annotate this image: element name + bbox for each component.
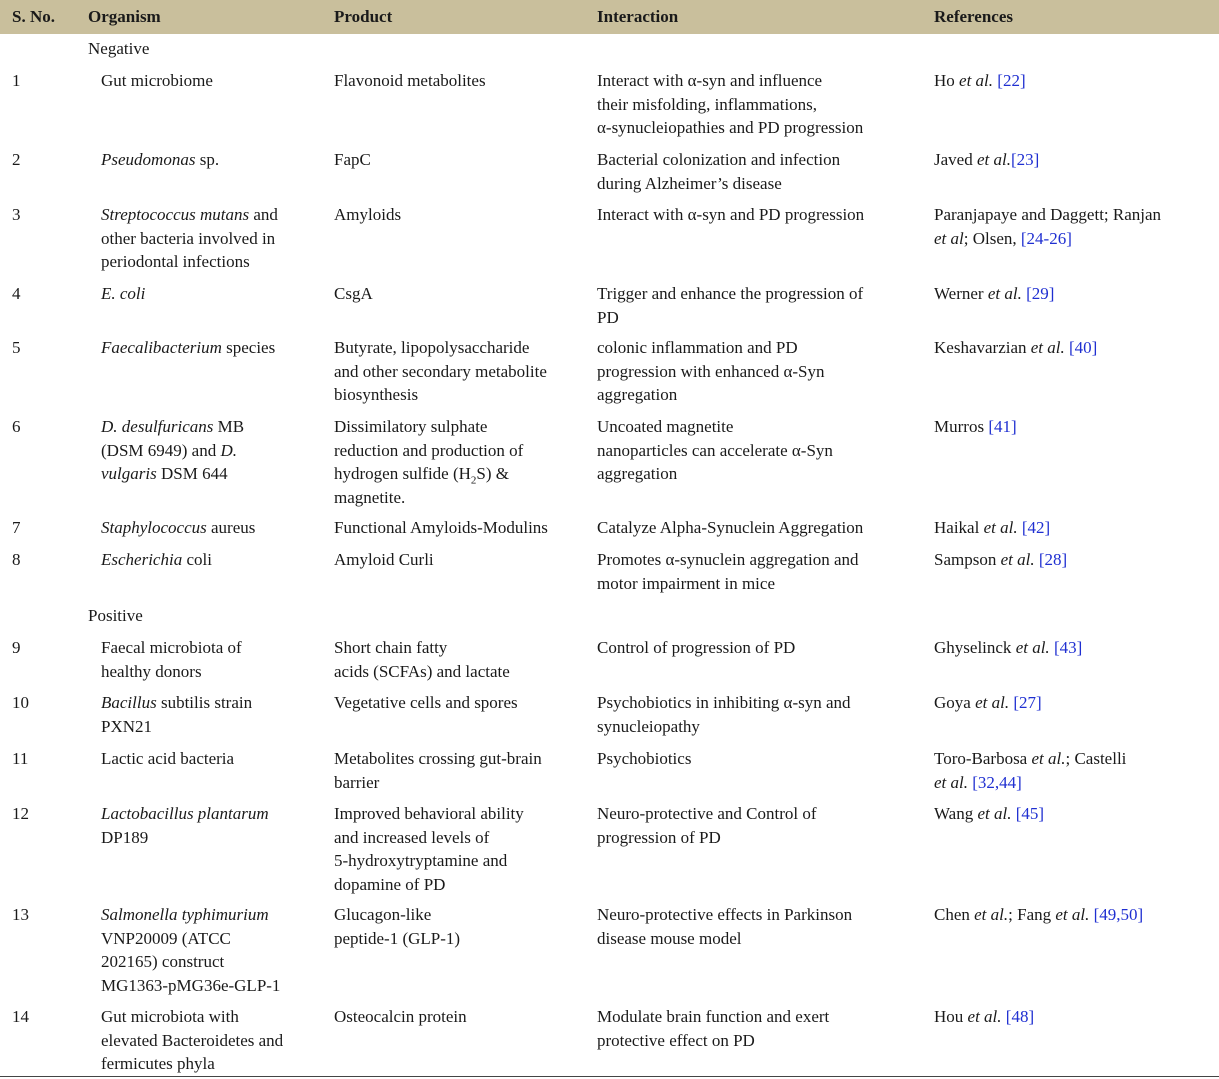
cell-line: Gut microbiome: [101, 71, 213, 90]
cell-line: motor impairment in mice: [597, 573, 775, 593]
cell-line: Metabolites crossing gut-brain: [334, 749, 542, 768]
cell-line: Functional Amyloids-Modulins: [334, 518, 548, 537]
citation-link[interactable]: [49,50]: [1093, 905, 1144, 924]
cell-interaction: [597, 802, 817, 849]
cell-refs: [934, 336, 1097, 360]
cell-line: and other secondary metabolite: [334, 361, 547, 381]
cell-line: (DSM 6949) and D.: [101, 440, 237, 460]
cell-organism: [101, 516, 255, 540]
citation-link[interactable]: [40]: [1069, 338, 1098, 357]
cell-line: elevated Bacteroidetes and: [101, 1030, 284, 1050]
cell-line: Lactic acid bacteria: [101, 749, 235, 768]
cell-line: CsgA: [334, 284, 373, 303]
cell-line: et al; Olsen, [24-26]: [934, 228, 1072, 248]
citation-link[interactable]: [23]: [1010, 150, 1040, 169]
cell-line: during Alzheimer’s disease: [597, 173, 782, 193]
cell-line: et al. [32,44]: [934, 772, 1022, 792]
cell-line: Glucagon-like: [334, 905, 432, 924]
cell-line: 5-hydroxytryptamine and: [334, 851, 508, 870]
row-number: 13: [12, 905, 29, 924]
row-number: 9: [12, 638, 21, 657]
cell-product: [334, 203, 401, 227]
cell-line: α-synucleiopathies and PD progression: [597, 118, 864, 137]
cell-line: Trigger and enhance the progression of: [597, 284, 864, 303]
cell-line: acids (SCFAs) and lactate: [334, 661, 510, 681]
cell-line: Paranjapaye and Daggett; Ranjan: [934, 205, 1162, 224]
header-references: References: [934, 7, 1013, 26]
cell-line: hydrogen sulfide $(H_2S)$ &: [334, 464, 510, 487]
cell-product: [334, 69, 486, 93]
cell-product: [334, 903, 460, 950]
cell-line: barrier: [334, 772, 380, 792]
cell-line: Faecalibacterium species: [101, 338, 276, 357]
cell-line: biosynthesis: [334, 385, 419, 404]
citation-link[interactable]: [27]: [1013, 693, 1042, 712]
cell-product: [334, 516, 548, 540]
cell-refs: [934, 691, 1042, 715]
cell-refs: [934, 903, 1143, 927]
cell-organism: [101, 548, 212, 572]
cell-line: DP189: [101, 827, 149, 847]
cell-refs: [934, 415, 1017, 439]
cell-line: 202165) construct: [101, 952, 225, 971]
cell-interaction: [597, 203, 864, 227]
cell-line: Interact with α-syn and PD progression: [597, 205, 865, 224]
cell-line: disease mouse model: [597, 928, 742, 948]
cell-line: and increased levels of: [334, 827, 490, 847]
cell-product: [334, 691, 518, 715]
cell-refs: [934, 516, 1050, 540]
cell-line: Bacterial colonization and infection: [597, 150, 841, 169]
cell-product: [334, 148, 371, 172]
cell-interaction: [597, 415, 833, 486]
cell-line: VNP20009 (ATCC: [101, 928, 231, 948]
citation-link[interactable]: [28]: [1038, 550, 1068, 569]
cell-product: [334, 802, 524, 896]
cell-interaction: [597, 148, 840, 195]
cell-line: Pseudomonas sp.: [101, 150, 220, 169]
row-number: 8: [12, 550, 21, 569]
cell-line: Dissimilatory sulphate: [334, 417, 488, 436]
cell-line: healthy donors: [101, 661, 202, 681]
cell-line: Toro-Barbosa et al.; Castelli: [934, 749, 1127, 768]
cell-refs: [934, 203, 1161, 250]
row-number: 3: [12, 205, 21, 224]
citation-link[interactable]: [43]: [1053, 638, 1083, 657]
cell-organism: [101, 691, 252, 738]
cell-line: Gut microbiota with: [101, 1007, 239, 1026]
cell-refs: [934, 69, 1026, 93]
cell-line: Psychobiotics in inhibiting α-syn and: [597, 693, 851, 712]
cell-line: D. desulfuricans MB: [101, 417, 245, 436]
cell-line: Neuro-protective and Control of: [597, 804, 817, 823]
cell-organism: [101, 415, 244, 486]
cell-line: Control of progression of PD: [597, 638, 796, 657]
citation-link[interactable]: [22]: [997, 71, 1026, 90]
cell-line: Staphylococcus aureus: [101, 518, 256, 537]
cell-line: Ho et al. [22]: [934, 71, 1026, 90]
cell-line: their misfolding, inflammations,: [597, 94, 818, 114]
cell-interaction: [597, 747, 691, 771]
cell-interaction: [597, 69, 863, 140]
cell-line: magnetite.: [334, 487, 406, 507]
cell-line: fermicutes phyla: [101, 1054, 215, 1073]
section-negative: Negative: [88, 39, 150, 58]
cell-line: PXN21: [101, 716, 153, 736]
cell-line: nanoparticles can accelerate α-Syn: [597, 440, 833, 460]
cell-interaction: [597, 516, 863, 540]
citation-link[interactable]: [32,44]: [972, 772, 1022, 792]
cell-line: Bacillus subtilis strain: [101, 693, 253, 712]
cell-line: Uncoated magnetite: [597, 417, 734, 436]
cell-interaction: [597, 336, 825, 407]
cell-organism: [101, 69, 213, 93]
cell-organism: [101, 203, 278, 274]
table-header: [0, 0, 1219, 34]
cell-line: Faecal microbiota of: [101, 638, 242, 657]
cell-refs: [934, 282, 1054, 306]
cell-refs: [934, 636, 1082, 660]
cell-line: Ghyselinck et al. [43]: [934, 638, 1083, 657]
cell-line: Neuro-protective effects in Parkinson: [597, 905, 853, 924]
cell-line: Keshavarzian et al. [40]: [934, 338, 1098, 357]
row-number: 6: [12, 417, 21, 436]
cell-line: Haikal et al. [42]: [934, 518, 1051, 537]
cell-organism: [101, 282, 145, 306]
row-number: 14: [12, 1007, 29, 1026]
cell-interaction: [597, 691, 851, 738]
section-positive: Positive: [88, 606, 143, 625]
citation-link[interactable]: [48]: [1005, 1007, 1035, 1026]
cell-line: MG1363-pMG36e-GLP-1: [101, 975, 281, 995]
cell-line: Catalyze Alpha-Synuclein Aggregation: [597, 518, 864, 537]
cell-line: FapC: [334, 150, 371, 169]
cell-line: progression with enhanced α-Syn: [597, 361, 825, 381]
cell-refs: [934, 747, 1126, 794]
cell-line: Amyloids: [334, 205, 402, 224]
cell-interaction: [597, 548, 858, 595]
cell-organism: [101, 336, 275, 360]
cell-line: Butyrate, lipopolysaccharide: [334, 338, 530, 357]
header-product: Product: [334, 7, 393, 26]
row-number: 11: [12, 749, 29, 768]
cell-line: vulgaris DSM 644: [101, 464, 228, 483]
cell-line: Escherichia coli: [101, 550, 212, 569]
cell-interaction: [597, 903, 852, 950]
cell-refs: [934, 548, 1067, 572]
cell-line: Sampson et al. [28]: [934, 550, 1068, 569]
cell-product: [334, 415, 523, 509]
cell-product: [334, 282, 373, 306]
cell-line: dopamine of PD: [334, 874, 446, 894]
cell-product: [334, 747, 542, 794]
cell-line: Chen et al.; Fang et al. [49,50]: [934, 905, 1144, 924]
cell-line: Flavonoid metabolites: [334, 71, 486, 90]
cell-line: aggregation: [597, 464, 678, 483]
cell-product: [334, 636, 510, 683]
cell-product: [334, 548, 434, 572]
cell-refs: [934, 148, 1039, 172]
cell-line: Salmonella typhimurium: [101, 905, 269, 924]
row-number: 2: [12, 150, 21, 169]
cell-line: E. coli: [101, 284, 146, 303]
cell-interaction: [597, 282, 863, 329]
citation-link[interactable]: [42]: [1021, 518, 1051, 537]
cell-line: Amyloid Curli: [334, 550, 434, 569]
cell-organism: [101, 148, 219, 172]
cell-line: Javed et al.[23]: [934, 150, 1040, 169]
header-interaction: Interaction: [597, 7, 679, 26]
row-number: 4: [12, 284, 21, 303]
table-bottom-rule: [0, 1076, 1219, 1077]
row-number: 1: [12, 71, 21, 90]
citation-link[interactable]: [29]: [1026, 284, 1055, 303]
cell-line: Promotes α-synuclein aggregation and: [597, 550, 859, 569]
cell-line: Hou et al. [48]: [934, 1007, 1035, 1026]
cell-line: Short chain fatty: [334, 638, 448, 657]
cell-line: Vegetative cells and spores: [334, 693, 518, 712]
cell-line: reduction and production of: [334, 440, 524, 460]
cell-line: Interact with α-syn and influence: [597, 71, 823, 90]
cell-product: [334, 1005, 467, 1029]
row-number: 7: [12, 518, 21, 537]
cell-line: Psychobiotics: [597, 749, 692, 768]
row-number: 12: [12, 804, 29, 823]
cell-line: synucleiopathy: [597, 716, 700, 736]
cell-line: peptide-1 (GLP-1): [334, 928, 461, 948]
cell-line: Osteocalcin protein: [334, 1007, 467, 1026]
citation-link[interactable]: [24-26]: [1020, 228, 1072, 248]
cell-organism: [101, 636, 242, 683]
cell-refs: [934, 802, 1044, 826]
cell-organism: [101, 903, 280, 997]
row-number: 5: [12, 338, 21, 357]
cell-line: aggregation: [597, 385, 678, 404]
citation-link[interactable]: [41]: [988, 417, 1017, 436]
cell-line: Goya et al. [27]: [934, 693, 1042, 712]
cell-line: other bacteria involved in: [101, 228, 276, 248]
header-sno: S. No.: [12, 7, 55, 26]
cell-line: PD: [597, 307, 619, 327]
cell-organism: [101, 802, 269, 849]
cell-line: Improved behavioral ability: [334, 804, 524, 823]
cell-line: progression of PD: [597, 827, 721, 847]
cell-line: Wang et al. [45]: [934, 804, 1045, 823]
header-organism: Organism: [88, 7, 161, 26]
cell-line: Murros [41]: [934, 417, 1017, 436]
cell-line: colonic inflammation and PD: [597, 338, 798, 357]
cell-organism: [101, 747, 234, 771]
cell-refs: [934, 1005, 1034, 1029]
cell-line: Werner et al. [29]: [934, 284, 1055, 303]
cell-interaction: [597, 1005, 829, 1052]
cell-interaction: [597, 636, 795, 660]
cell-line: periodontal infections: [101, 252, 250, 271]
cell-organism: [101, 1005, 283, 1076]
cell-line: Modulate brain function and exert: [597, 1007, 830, 1026]
cell-line: Streptococcus mutans and: [101, 205, 278, 224]
row-number: 10: [12, 693, 29, 712]
citation-link[interactable]: [45]: [1015, 804, 1045, 823]
cell-product: [334, 336, 547, 407]
cell-line: Lactobacillus plantarum: [101, 804, 269, 823]
cell-line: protective effect on PD: [597, 1030, 755, 1050]
